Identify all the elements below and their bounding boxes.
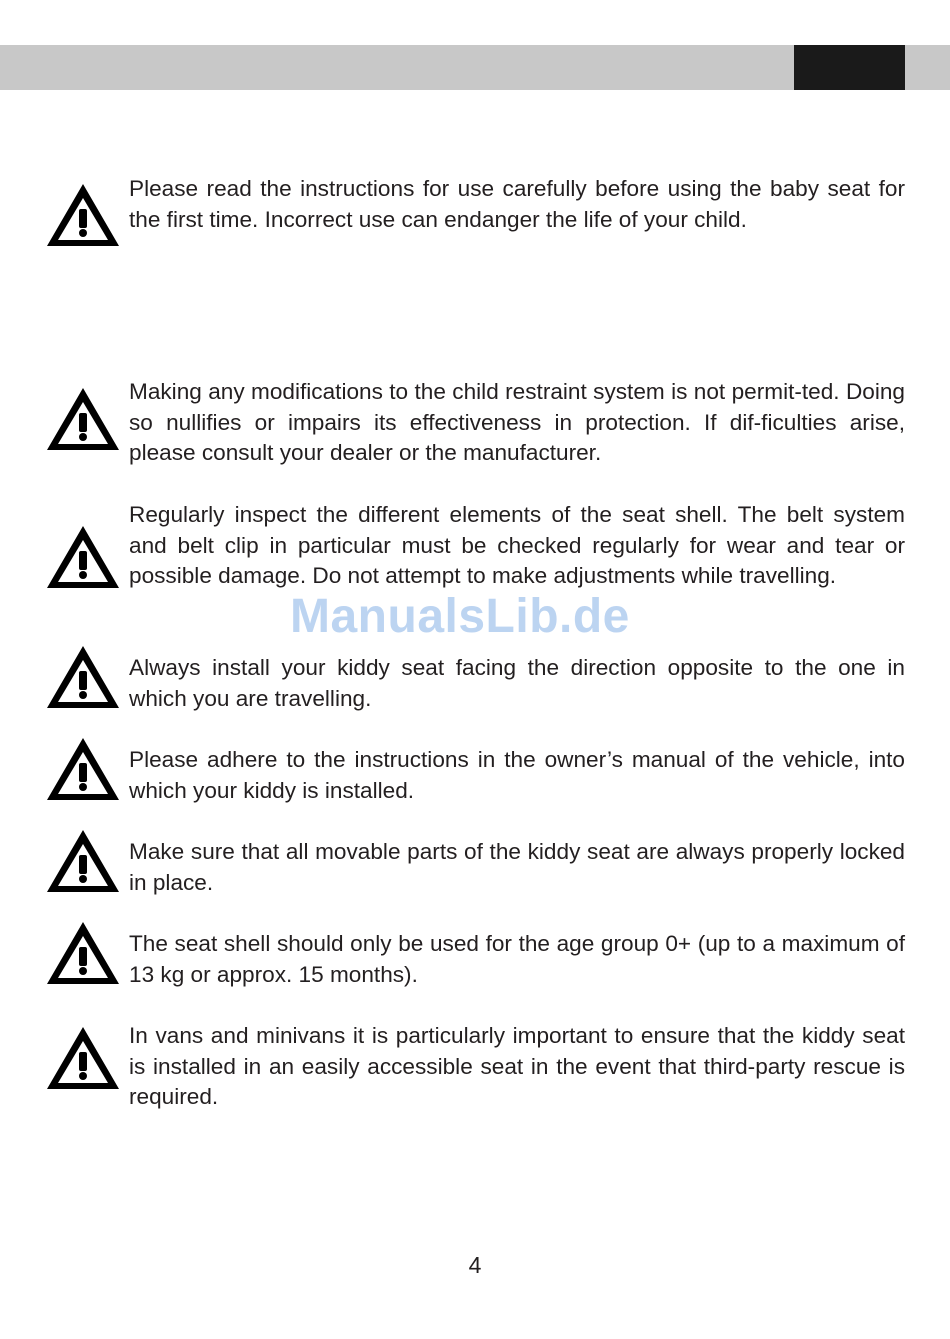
warning-text: The seat shell should only be used for the age group 0+ (up to a maximum of 13 kg or approx. 15 months). xyxy=(129,931,905,987)
warning-triangle-icon xyxy=(45,644,121,710)
warning-triangle-icon xyxy=(45,386,121,452)
warning-text: Always install your kiddy seat facing the direction opposite to the one in which you are travelling. xyxy=(129,655,905,711)
warning-triangle-icon xyxy=(45,1025,121,1091)
warning-text: Please adhere to the instructions in the owner’s manual of the vehicle, into which your kiddy is installed. xyxy=(129,747,905,803)
page-number: 4 xyxy=(468,1252,482,1278)
warning-triangle-icon xyxy=(45,182,121,248)
warning-text: Please read the instructions for use carefully before using the baby seat for the first time. Incorrect use can endanger the life of your child. xyxy=(129,176,905,232)
warning-text: In vans and minivans it is particularly important to ensure that the kiddy seat is installed in an easily accessible seat in the event that third-party rescue is required. xyxy=(129,1023,905,1110)
warning-text: Regularly inspect the different elements of the seat shell. The belt system and belt clip in particular must be checked regularly for wear and tear or possible damage. Do not attempt to make adjustments while travelling. xyxy=(129,502,905,589)
header-tab xyxy=(794,45,905,90)
warning-triangle-icon xyxy=(45,524,121,590)
warning-triangle-icon xyxy=(45,736,121,802)
warning-triangle-icon xyxy=(45,828,121,894)
warning-triangle-icon xyxy=(45,920,121,986)
warning-text: Making any modifications to the child restraint system is not permit-ted. Doing so nullifies or impairs its effectiveness in protection. If dif-ficulties arise, please consult your dealer or the manufacturer. xyxy=(129,379,905,466)
watermark: ManualsLib.de xyxy=(290,590,630,643)
warning-text: Make sure that all movable parts of the kiddy seat are always properly locked in place. xyxy=(129,839,905,895)
